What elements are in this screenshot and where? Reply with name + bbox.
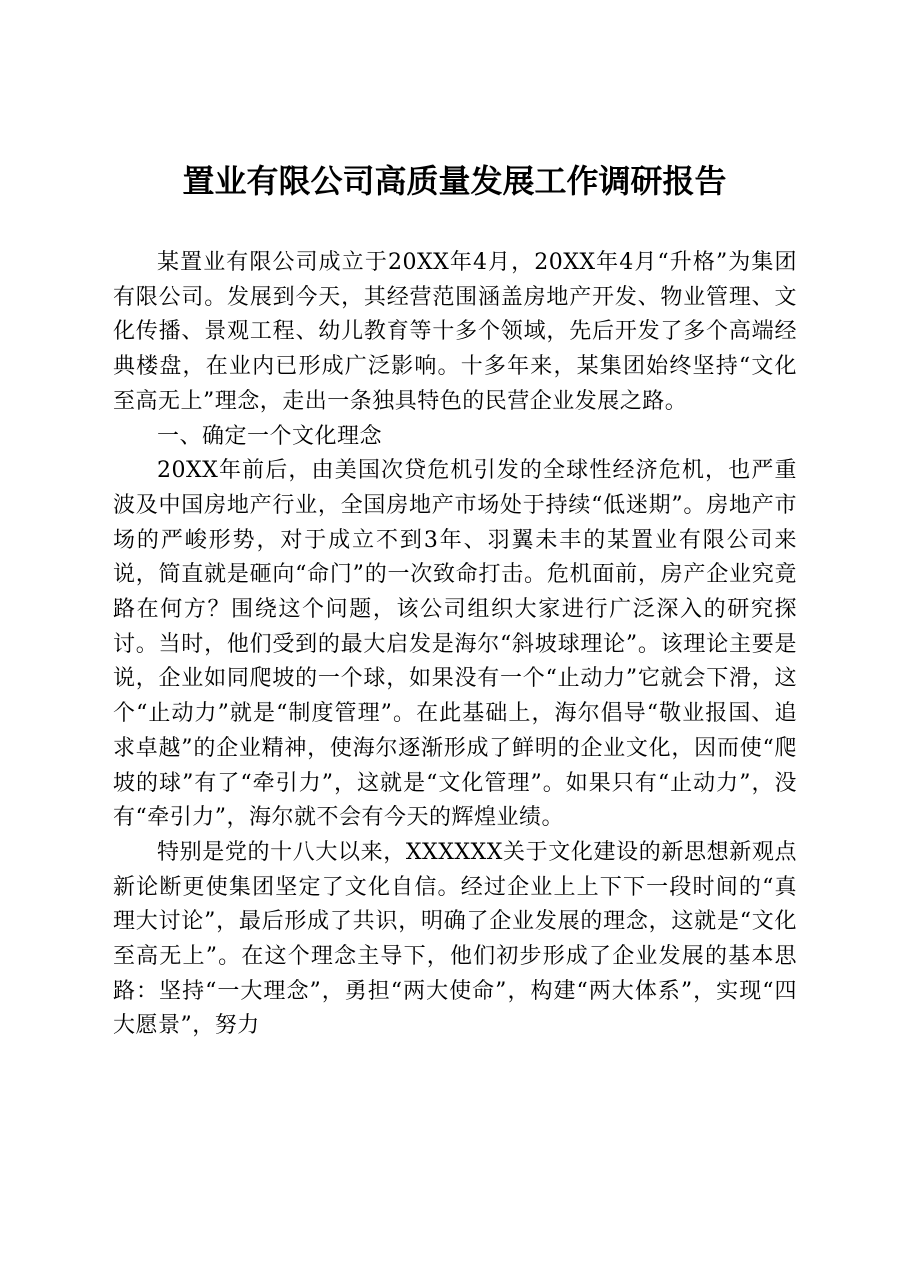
paragraph-culture: 特别是党的十八大以来，XXXXXX关于文化建设的新思想新观点新论断更使集团坚定了文化自信。经过企业上上下下一段时间的“真理大讨论”，最后形成了共识，明确了企业发展的理念，这就是“文化至高无上”。在这个理念主导下，他们初步形成了企业发展的基本思路：坚持“一大理念”，勇担“两大使命”，构建“两大体系”，实现“四大愿景”，努力 xyxy=(113,839,797,1039)
paragraph-crisis: 20XX年前后，由美国次贷危机引发的全球性经济危机，也严重波及中国房地产行业，全国房地产市场处于持续“低迷期”。房地产市场的严峻形势，对于成立不到3年、羽翼未丰的某置业有限公司来说，简直就是砸向“命门”的一次致命打击。危机面前，房产企业究竟路在何方？围绕这个问题，该公司组织大家进行广泛深入的研究探讨。当时，他们受到的最大启发是海尔“斜坡球理论”。该理论主要是说，企业如同爬坡的一个球，如果没有一个“止动力”它就会下滑，这个“止动力”就是“制度管理”。在此基础上，海尔倡导“敬业报国、追求卓越”的企业精神，使海尔逐渐形成了鲜明的企业文化，因而使“爬坡的球”有了“牵引力”，这就是“文化管理”。如果只有“止动力”，没有“牵引力”，海尔就不会有今天的辉煌业绩。 xyxy=(113,458,797,831)
paragraph-intro: 某置业有限公司成立于20XX年4月，20XX年4月“升格”为集团有限公司。发展到今天，其经营范围涵盖房地产开发、物业管理、文化传播、景观工程、幼儿教育等十多个领域，先后开发了多个高端经典楼盘，在业内已形成广泛影响。十多年来，某集团始终坚持“文化至高无上”理念，走出一条独具特色的民营企业发展之路。 xyxy=(113,250,797,414)
document-title: 置业有限公司高质量发展工作调研报告 xyxy=(182,162,727,200)
section-heading-1: 一、确定一个文化理念 xyxy=(157,423,383,449)
document-body xyxy=(113,246,797,1044)
